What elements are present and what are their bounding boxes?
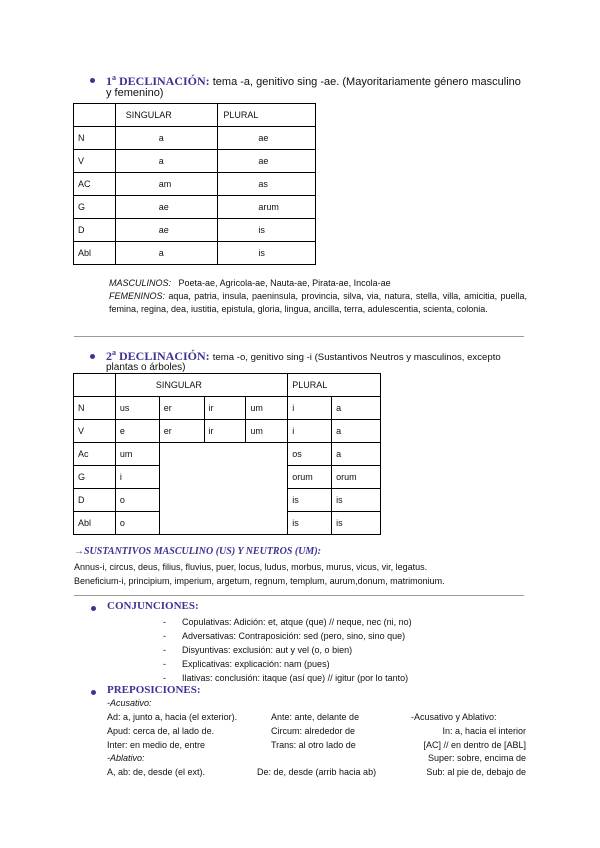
section2-desc: tema -o, genitivo sing -i (Sustantivos Neutros y masculinos, excepto: [212, 352, 501, 363]
plural-ending: ae: [218, 150, 316, 173]
ending-cell: us: [115, 397, 159, 420]
section2-title: 2$^a$ DECLINACIÓN:: [106, 348, 210, 363]
table-header-row: [74, 374, 381, 397]
table-header-singular: SINGULAR: [115, 374, 287, 397]
table-row: [74, 127, 316, 150]
ending-cell: is: [332, 489, 381, 512]
ending-cell: er: [159, 397, 204, 420]
list-dash: -: [163, 631, 166, 641]
bullet-icon: [91, 690, 96, 695]
plural-ending: is: [218, 242, 316, 265]
case-label: Abl: [74, 512, 116, 535]
preposition-item: Trans: al otro lado de: [271, 740, 356, 750]
list-item: Copulativas: Adición: et, atque (que) // neque, nec (ni, no): [182, 617, 412, 627]
section1-title: 1$^a$ DECLINACIÓN:: [106, 73, 210, 88]
table-row: [74, 420, 381, 443]
ending-cell: o: [115, 489, 159, 512]
table-header-singular: SINGULAR: [115, 104, 218, 127]
case-label: AC: [74, 173, 116, 196]
ending-cell: ir: [204, 420, 246, 443]
nouns-subtitle: →SUSTANTIVOS MASCULINO (US) Y NEUTROS (UM):: [74, 546, 321, 557]
bullet-icon: [90, 78, 95, 83]
ending-cell: um: [115, 443, 159, 466]
ending-cell: a: [332, 420, 381, 443]
case-label: Ac: [74, 443, 116, 466]
table-row: [74, 219, 316, 242]
section2-desc-line2: plantas o árboles): [106, 362, 186, 373]
masculine-nouns-line: Annus-i, circus, deus, filius, fluvius, puer, locus, ludus, morbus, murus, vicus, vir, legatus.: [74, 562, 428, 572]
neuter-nouns-line: Beneficium-i, principium, imperium, argetum, regnum, templum, aurum,donum, matrimonium.: [74, 576, 445, 586]
ending-cell: orum: [332, 466, 381, 489]
preposition-item: In: a, hacia el interior: [442, 726, 526, 736]
masculine-examples: MASCULINOS: Poeta-ae, Agricola-ae, Nauta-ae, Pirata-ae, Incola-ae: [109, 278, 391, 288]
ending-cell: a: [332, 397, 381, 420]
plural-ending: ae: [218, 127, 316, 150]
list-item: Disyuntivas: exclusión: aut y vel (o, o bien): [182, 645, 353, 655]
preposition-item: Ad: a, junto a, hacia (el exterior).: [107, 712, 238, 722]
preposition-item: Apud: cerca de, al lado de.: [107, 726, 215, 736]
ending-cell: um: [246, 420, 288, 443]
preposition-item: Inter: en medio de, entre: [107, 740, 206, 750]
preposition-item: Super: sobre, encima de: [427, 753, 526, 763]
preposition-item: De: de, desde (arrib hacia ab): [257, 767, 377, 777]
ending-cell: orum: [288, 466, 332, 489]
singular-ending: a: [115, 150, 218, 173]
preposition-item: [AC] // en dentro de [ABL]: [423, 740, 526, 750]
case-label: N: [74, 127, 116, 150]
prepositions-title: PREPOSICIONES:: [107, 684, 201, 696]
ending-cell: i: [115, 466, 159, 489]
ending-cell: er: [159, 420, 204, 443]
declension1-table: [73, 103, 316, 265]
accusative-label: -Acusativo:: [107, 698, 152, 708]
table-header-row: [74, 104, 316, 127]
list-item: Adversativas: Contraposición: sed (pero, sino, sino que): [182, 631, 406, 641]
ending-cell: i: [288, 397, 332, 420]
list-item: Ilativas: conclusión: itaque (así que) // igitur (por lo tanto): [182, 673, 409, 683]
list-dash: -: [163, 645, 166, 655]
ablative-label: -Ablativo:: [107, 753, 145, 763]
acc-abl-label: -Acusativo y Ablativo:: [411, 712, 497, 722]
plural-ending: is: [218, 219, 316, 242]
ending-cell: o: [115, 512, 159, 535]
singular-ending: ae: [115, 219, 218, 242]
conjunctions-title: CONJUNCIONES:: [107, 600, 199, 612]
declension2-table: [73, 373, 381, 535]
ending-cell: os: [288, 443, 332, 466]
bullet-icon: [91, 606, 96, 611]
feminine-examples: FEMENINOS: aqua, patria, insula, paeninsula, provincia, silva, via, natura, stella, villa, amicitia, puella, femina, regina, dea, iustitia, epistula, gloria, lingua, ancilla, terra, adulescentia, scienta, colonia.: [109, 291, 527, 315]
ending-cell: ir: [204, 397, 246, 420]
ending-cell: i: [288, 420, 332, 443]
ending-cell: is: [288, 489, 332, 512]
plural-ending: as: [218, 173, 316, 196]
singular-ending: a: [115, 242, 218, 265]
section1-desc: tema -a, genitivo sing -ae. (Mayoritariamente género masculino: [212, 76, 521, 88]
table-row: [74, 150, 316, 173]
table-row: [74, 196, 316, 219]
case-label: Abl: [74, 242, 116, 265]
preposition-item: Ante: ante, delante de: [271, 712, 360, 722]
list-dash: -: [163, 617, 166, 627]
singular-ending: am: [115, 173, 218, 196]
section1-heading: [106, 71, 526, 89]
preposition-item: Circum: alrededor de: [271, 726, 356, 736]
case-label: N: [74, 397, 116, 420]
table-cell: [74, 374, 116, 397]
ending-cell: is: [288, 512, 332, 535]
section1-desc-line2: y femenino): [106, 87, 164, 99]
case-label: V: [74, 420, 116, 443]
bullet-icon: [90, 354, 95, 359]
case-label: D: [74, 219, 116, 242]
ending-cell: a: [332, 443, 381, 466]
preposition-item: Sub: al pie de, debajo de: [426, 767, 526, 777]
ending-cell: um: [246, 397, 288, 420]
divider: [74, 336, 524, 337]
ending-cell: e: [115, 420, 159, 443]
table-row: [74, 173, 316, 196]
empty-merged-cell: [159, 443, 288, 535]
table-row: [74, 397, 381, 420]
list-item: Explicativas: explicación: nam (pues): [182, 659, 330, 669]
case-label: G: [74, 466, 116, 489]
case-label: V: [74, 150, 116, 173]
case-label: G: [74, 196, 116, 219]
list-dash: -: [163, 673, 166, 683]
preposition-item: A, ab: de, desde (el ext).: [107, 767, 206, 777]
case-label: D: [74, 489, 116, 512]
table-cell: [74, 104, 116, 127]
divider: [74, 595, 524, 596]
table-row: [74, 242, 316, 265]
ending-cell: is: [332, 512, 381, 535]
table-row: [74, 443, 381, 466]
table-header-plural: PLURAL: [288, 374, 381, 397]
table-header-plural: PLURAL: [218, 104, 316, 127]
singular-ending: a: [115, 127, 218, 150]
list-dash: -: [163, 659, 166, 669]
singular-ending: ae: [115, 196, 218, 219]
plural-ending: arum: [218, 196, 316, 219]
